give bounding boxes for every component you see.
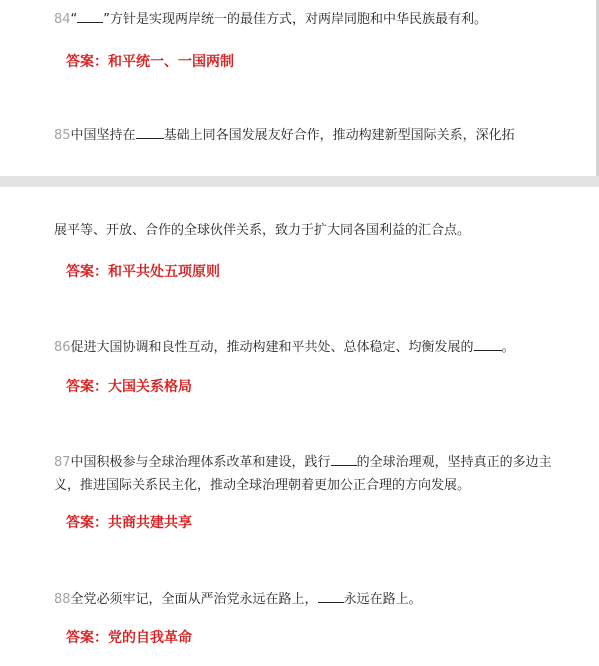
- fill-in-blank: [77, 8, 103, 23]
- question-number: 88: [54, 592, 71, 607]
- question-text-after-blank: ”方针是实现两岸统一的最佳方式，对两岸同胞和中华民族最有利。: [103, 12, 488, 27]
- question-text-after-blank: 。: [501, 340, 515, 355]
- question-text-after-blank: 基础上同各国发展友好合作，推动构建新型国际关系，深化拓: [163, 128, 515, 143]
- question-number: 86: [54, 340, 71, 355]
- question-88: [54, 588, 561, 611]
- question-text-after-blank: 的全球治理观，坚持真正的多边主义，推进国际关系民主化，推动全球治理朝着更加公正合理的方向发展。: [54, 455, 552, 493]
- answer-85: 答案：和平共处五项原则: [66, 264, 220, 280]
- question-number: 87: [54, 455, 71, 470]
- answer-84: 答案：和平统一、一国两制: [66, 54, 234, 70]
- question-text-before-blank: “: [70, 12, 78, 27]
- document-page-top: [0, 0, 599, 176]
- fill-in-blank: [318, 588, 344, 603]
- document-page-bottom: [0, 187, 599, 666]
- question-text-before-blank: 中国积极参与全球治理体系改革和建设，践行: [70, 455, 331, 470]
- fill-in-blank: [136, 124, 164, 139]
- question-87: [54, 451, 561, 497]
- fill-in-blank: [474, 336, 502, 351]
- question-86: [54, 336, 561, 359]
- fill-in-blank: [331, 451, 357, 466]
- question-text-before-blank: 中国坚持在: [70, 128, 136, 143]
- question-84: [54, 8, 558, 31]
- answer-86: 答案：大国关系格局: [66, 379, 192, 395]
- question-number: 84: [54, 12, 71, 27]
- question-text-before-blank: 全党必须牢记，全面从严治党永远在路上，: [70, 592, 318, 607]
- answer-87: 答案：共商共建共享: [66, 515, 192, 531]
- question-text-after-blank: 永远在路上。: [343, 592, 422, 607]
- question-85-continued: 展平等、开放、合作的全球伙伴关系，致力于扩大同各国利益的汇合点。: [54, 223, 471, 238]
- question-text-before-blank: 促进大国协调和良性互动，推动构建和平共处、总体稳定、均衡发展的: [70, 340, 474, 355]
- question-85: [54, 124, 558, 147]
- answer-88: 答案：党的自我革命: [66, 630, 192, 646]
- question-number: 85: [54, 128, 71, 143]
- page-break: [0, 176, 599, 187]
